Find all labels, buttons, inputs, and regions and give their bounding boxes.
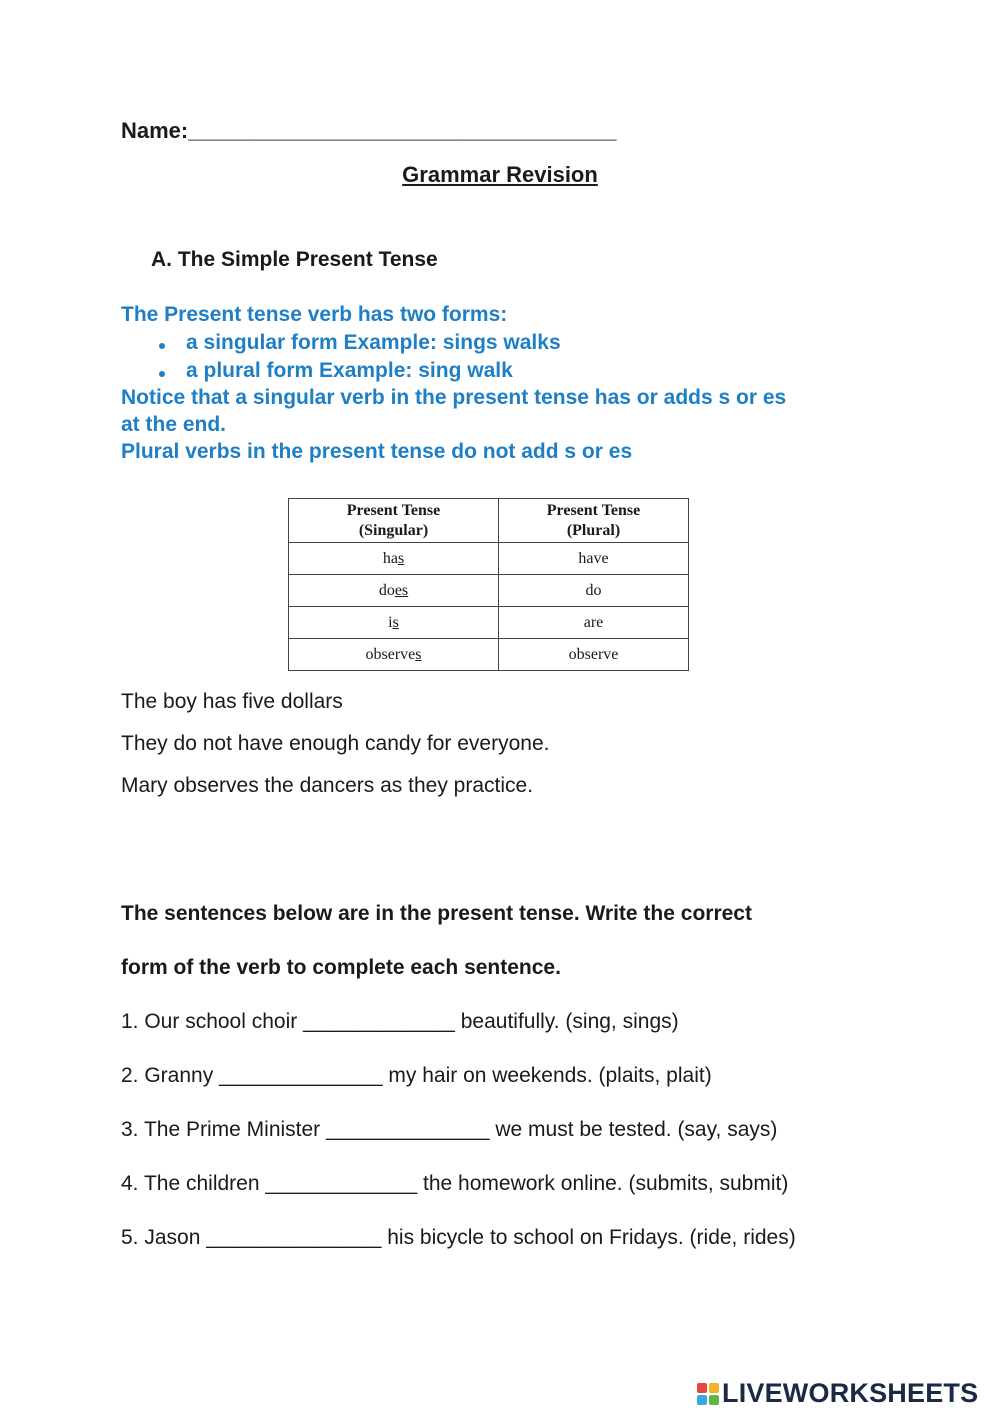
exercise-item-1[interactable]: 1. Our school choir _____________ beautifully. (sing, sings)	[121, 1010, 679, 1033]
instructions-line1: The sentences below are in the present tense. Write the correct	[121, 902, 752, 925]
table-header-row	[289, 499, 689, 543]
table-row	[289, 639, 689, 671]
singular-cell: is	[289, 607, 499, 639]
notice-text-line1: Notice that a singular verb in the present tense has or adds s or es	[121, 386, 787, 409]
section-heading: A. The Simple Present Tense	[151, 248, 438, 271]
exercise-item-4[interactable]: 4. The children _____________ the homework online. (submits, submit)	[121, 1172, 789, 1195]
bullet-icon	[159, 371, 165, 377]
suffix: s	[397, 549, 405, 567]
logo-square	[709, 1395, 719, 1405]
bullet-item-plural: a plural form Example: sing walk	[186, 359, 513, 382]
exercise-item-3[interactable]: 3. The Prime Minister ______________ we must be tested. (say, says)	[121, 1118, 778, 1141]
suffix: s	[392, 613, 399, 631]
singular-cell: observes	[289, 639, 499, 671]
logo-squares-icon	[697, 1383, 719, 1405]
suffix: s	[415, 645, 422, 663]
example-sentence: Mary observes the dancers as they practice.	[121, 774, 534, 797]
liveworksheets-logo	[697, 1378, 978, 1409]
table-row	[289, 543, 689, 575]
example-sentence: They do not have enough candy for everyone.	[121, 732, 550, 755]
singular-cell: has	[289, 543, 499, 575]
header-singular-line2: (Singular)	[358, 521, 429, 539]
name-field[interactable]: Name:___________________________________	[121, 118, 617, 143]
plural-cell: have	[499, 543, 689, 575]
bullet-icon	[159, 343, 165, 349]
plural-cell: do	[499, 575, 689, 607]
header-plural-line2: (Plural)	[566, 521, 621, 539]
logo-square	[709, 1383, 719, 1393]
plural-note: Plural verbs in the present tense do not add s or es	[121, 440, 633, 463]
header-plural	[499, 499, 689, 543]
tense-table	[288, 498, 689, 671]
plural-cell: observe	[499, 639, 689, 671]
exercise-item-5[interactable]: 5. Jason _______________ his bicycle to school on Fridays. (ride, rides)	[121, 1226, 796, 1249]
logo-text: LIVEWORKSHEETS	[722, 1378, 979, 1408]
bullet-item-singular: a singular form Example: sings walks	[186, 331, 561, 354]
table-row	[289, 575, 689, 607]
logo-square	[697, 1395, 707, 1405]
instructions-line2: form of the verb to complete each sentence.	[121, 956, 561, 979]
logo-square	[697, 1383, 707, 1393]
plural-cell: are	[499, 607, 689, 639]
notice-text-line2: at the end.	[121, 413, 227, 436]
exercise-item-2[interactable]: 2. Granny ______________ my hair on weekends. (plaits, plait)	[121, 1064, 712, 1087]
example-sentence: The boy has five dollars	[121, 690, 343, 713]
table-row	[289, 607, 689, 639]
header-plural-line1: Present Tense	[546, 501, 641, 519]
header-singular-line1: Present Tense	[346, 501, 441, 519]
page-title: Grammar Revision	[402, 162, 598, 187]
suffix: es	[394, 581, 409, 599]
header-singular	[289, 499, 499, 543]
singular-cell: does	[289, 575, 499, 607]
intro-text: The Present tense verb has two forms:	[121, 303, 508, 326]
